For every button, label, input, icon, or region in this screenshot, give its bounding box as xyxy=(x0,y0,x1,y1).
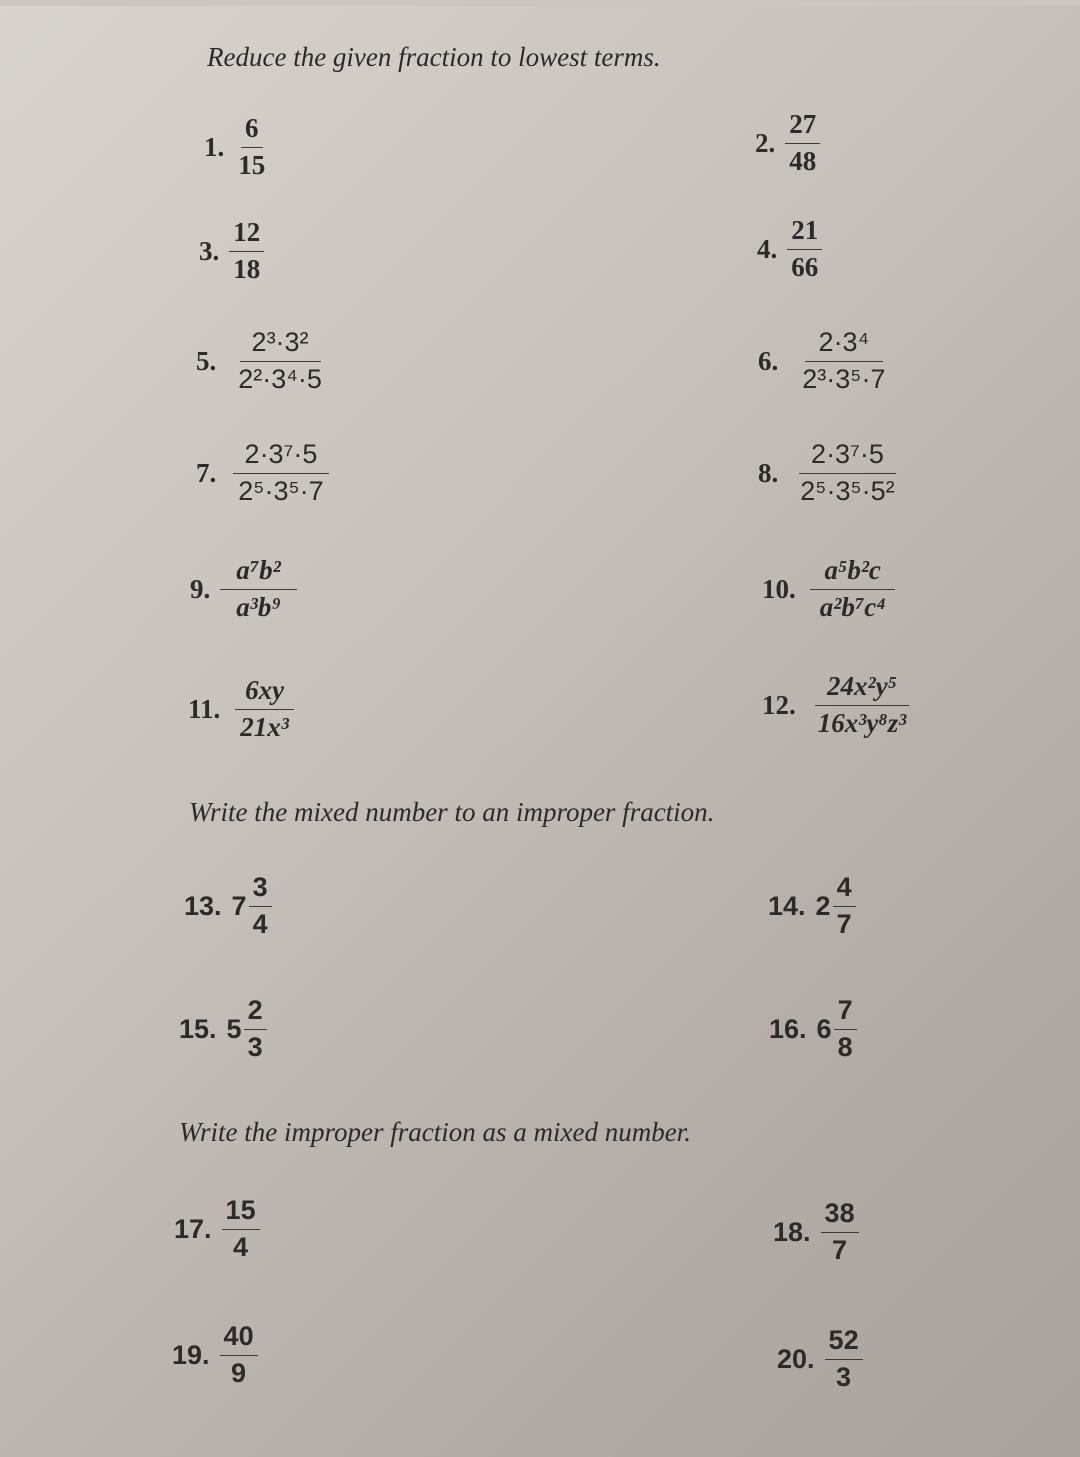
whole-number: 5 xyxy=(226,1013,242,1044)
fraction xyxy=(788,328,899,394)
numerator: 15 xyxy=(222,1196,260,1230)
fraction xyxy=(825,1326,863,1392)
problem-label: 3. xyxy=(199,235,220,266)
fraction xyxy=(226,440,335,506)
fraction xyxy=(806,672,919,738)
numerator: 21 xyxy=(787,216,822,250)
problem-3 xyxy=(199,218,264,284)
problem-label: 16. xyxy=(769,1013,807,1044)
problem-label: 1. xyxy=(204,131,225,162)
denominator: a³b⁹ xyxy=(236,591,281,622)
denominator: 4 xyxy=(252,908,268,939)
numerator: 3 xyxy=(249,873,272,907)
problem-2 xyxy=(755,110,820,176)
numerator: 6xy xyxy=(235,676,294,710)
denominator: 4 xyxy=(233,1231,249,1262)
problem-label: 14. xyxy=(768,890,806,921)
denominator: 21x³ xyxy=(240,711,289,742)
problem-19 xyxy=(172,1322,258,1388)
numerator: 2³·3² xyxy=(240,328,321,362)
denominator: 7 xyxy=(836,908,852,939)
numerator: 6 xyxy=(241,114,263,148)
whole-number: 6 xyxy=(816,1013,832,1044)
problem-label: 10. xyxy=(762,573,796,604)
fraction xyxy=(222,1196,260,1262)
fraction xyxy=(244,996,267,1062)
numerator: 7 xyxy=(834,996,857,1030)
fraction xyxy=(220,1322,258,1388)
fraction xyxy=(821,1199,859,1265)
denominator: 3 xyxy=(247,1031,263,1062)
fraction xyxy=(220,556,296,622)
problem-label: 9. xyxy=(190,573,211,604)
fraction xyxy=(230,676,299,742)
problem-label: 5. xyxy=(196,345,217,376)
denominator: 2⁵·3⁵·5² xyxy=(800,475,895,506)
problem-16 xyxy=(769,996,857,1062)
denominator: 2²·3⁴·5 xyxy=(238,363,322,394)
problem-12 xyxy=(762,672,918,738)
problem-17 xyxy=(174,1196,260,1262)
problem-1 xyxy=(204,114,269,180)
problem-15 xyxy=(179,996,267,1062)
numerator: a⁵b²c xyxy=(810,556,894,590)
problem-label: 6. xyxy=(758,345,779,376)
numerator: 2·3⁷·5 xyxy=(799,440,896,474)
denominator: 2⁵·3⁵·7 xyxy=(238,475,324,506)
problem-label: 11. xyxy=(188,693,221,724)
denominator: 18 xyxy=(233,253,261,284)
fraction xyxy=(785,110,820,176)
problem-10 xyxy=(762,556,900,622)
fraction xyxy=(788,440,906,506)
fraction xyxy=(834,996,857,1062)
problem-label: 7. xyxy=(196,457,217,488)
problem-label: 20. xyxy=(777,1343,815,1374)
problem-label: 2. xyxy=(755,127,776,158)
denominator: a²b⁷c⁴ xyxy=(819,591,886,622)
problem-18 xyxy=(773,1199,859,1265)
fraction xyxy=(226,328,334,394)
problem-label: 12. xyxy=(762,689,796,720)
numerator: 2 xyxy=(244,996,267,1030)
numerator: 27 xyxy=(785,110,820,144)
instruction-mixed-to-improper: Write the mixed number to an improper fraction. xyxy=(189,797,715,827)
numerator: 12 xyxy=(229,218,264,252)
denominator: 66 xyxy=(791,251,819,282)
problem-label: 15. xyxy=(179,1013,217,1044)
fraction xyxy=(229,218,264,284)
problem-14 xyxy=(768,873,856,939)
numerator: 52 xyxy=(825,1326,863,1360)
whole-number: 2 xyxy=(815,890,831,921)
whole-number: 7 xyxy=(231,890,247,921)
denominator: 48 xyxy=(789,145,817,176)
problem-9 xyxy=(190,556,297,622)
numerator: a⁷b² xyxy=(220,556,296,590)
problem-4 xyxy=(757,216,822,282)
instruction-improper-to-mixed: Write the improper fraction as a mixed number. xyxy=(179,1117,691,1147)
problem-label: 4. xyxy=(757,233,778,264)
denominator: 3 xyxy=(836,1361,852,1392)
numerator: 2·3⁷·5 xyxy=(233,440,330,474)
fraction xyxy=(833,873,856,939)
fraction xyxy=(249,873,272,939)
problem-20 xyxy=(777,1326,863,1392)
denominator: 8 xyxy=(837,1031,853,1062)
numerator: 2·3⁴ xyxy=(805,328,884,362)
problem-label: 17. xyxy=(174,1213,212,1244)
problem-label: 13. xyxy=(184,890,222,921)
denominator: 9 xyxy=(231,1357,247,1388)
instruction-reduce: Reduce the given fraction to lowest terms. xyxy=(207,42,661,72)
problem-7 xyxy=(196,440,336,506)
problem-label: 8. xyxy=(758,457,779,488)
problem-label: 18. xyxy=(773,1216,811,1247)
numerator: 40 xyxy=(220,1322,258,1356)
numerator: 38 xyxy=(821,1199,859,1233)
denominator: 7 xyxy=(832,1234,848,1265)
fraction xyxy=(234,114,269,180)
page-top-edge xyxy=(0,0,1080,6)
denominator: 15 xyxy=(238,149,266,180)
numerator: 4 xyxy=(833,873,856,907)
numerator: 24x²y⁵ xyxy=(815,672,909,706)
problem-6 xyxy=(758,328,899,394)
problem-11 xyxy=(188,676,299,742)
fraction xyxy=(787,216,822,282)
problem-13 xyxy=(184,873,272,939)
problem-8 xyxy=(758,440,907,506)
fraction xyxy=(806,556,900,622)
problem-label: 19. xyxy=(172,1339,210,1370)
problem-5 xyxy=(196,328,334,394)
denominator: 16x³y⁸z³ xyxy=(817,707,907,738)
denominator: 2³·3⁵·7 xyxy=(802,363,886,394)
